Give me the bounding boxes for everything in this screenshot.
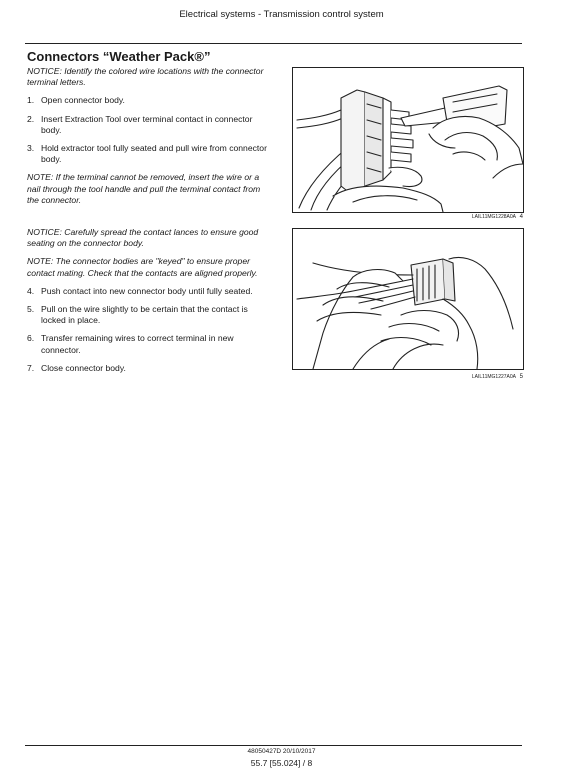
note-label: NOTE:	[27, 172, 54, 183]
note-text: The connector bodies are "keyed" to ensure proper contact mating. Check that the contacts are aligned properly.	[27, 256, 258, 278]
step-text: Insert Extraction Tool over terminal contact in connector body.	[41, 113, 253, 135]
instructions-block-1	[27, 66, 273, 206]
notice-label: NOTICE:	[27, 66, 62, 76]
extraction-tool-illustration	[293, 68, 523, 212]
figure-number: 4	[519, 214, 523, 220]
step-item	[27, 363, 273, 374]
step-number: 7.	[27, 362, 35, 373]
step-text: Hold extractor tool fully seated and pull wire from connector body.	[41, 143, 267, 165]
step-text: Push contact into new connector body until fully seated.	[41, 285, 253, 296]
step-item	[27, 95, 273, 106]
step-item	[27, 114, 273, 136]
section-title: Connectors “Weather Pack®”	[27, 49, 211, 64]
note-text: If the terminal cannot be removed, insert the wire or a nail through the tool handle and pull the terminal contact from the connector.	[27, 172, 261, 205]
step-number: 4.	[27, 285, 35, 296]
footer-rule	[25, 745, 522, 746]
step-item	[27, 286, 273, 297]
step-number: 6.	[27, 333, 35, 344]
step-number: 2.	[27, 113, 35, 124]
figure-number: 5	[519, 374, 523, 380]
step-item	[27, 304, 273, 326]
step-number: 5.	[27, 304, 35, 315]
notice-label: NOTICE:	[27, 227, 62, 237]
notice-paragraph	[27, 66, 273, 88]
note-label: NOTE:	[27, 256, 54, 267]
instructions-block-2	[27, 227, 273, 374]
header-rule	[25, 43, 522, 44]
step-number: 3.	[27, 143, 35, 154]
step-text: Close connector body.	[41, 362, 126, 373]
notice-text: Identify the colored wire locations with the connector terminal letters.	[27, 66, 264, 88]
page-number: 55.7 [55.024] / 8	[250, 758, 313, 768]
step-item	[27, 143, 273, 165]
note-paragraph	[27, 172, 273, 206]
step-number: 1.	[27, 95, 35, 106]
figure-extraction-tool	[292, 67, 524, 213]
push-contact-illustration	[293, 229, 523, 369]
step-text: Pull on the wire slightly to be certain that the contact is locked in place.	[41, 304, 248, 326]
step-text: Transfer remaining wires to correct terminal in new connector.	[41, 333, 234, 355]
step-text: Open connector body.	[41, 95, 125, 106]
note-paragraph	[27, 256, 273, 278]
figure-caption: LAIL11MG1227A0A	[471, 374, 516, 380]
notice-paragraph	[27, 227, 273, 249]
document-id: 48050427D 20/10/2017	[247, 748, 316, 755]
figure-caption: LAIL11MG1228A0A	[471, 214, 516, 220]
notice-text: Carefully spread the contact lances to ensure good seating on the connector body.	[27, 227, 259, 249]
page-header: Electrical systems - Transmission control system	[179, 9, 384, 20]
figure-push-contact	[292, 228, 524, 370]
step-item	[27, 333, 273, 355]
